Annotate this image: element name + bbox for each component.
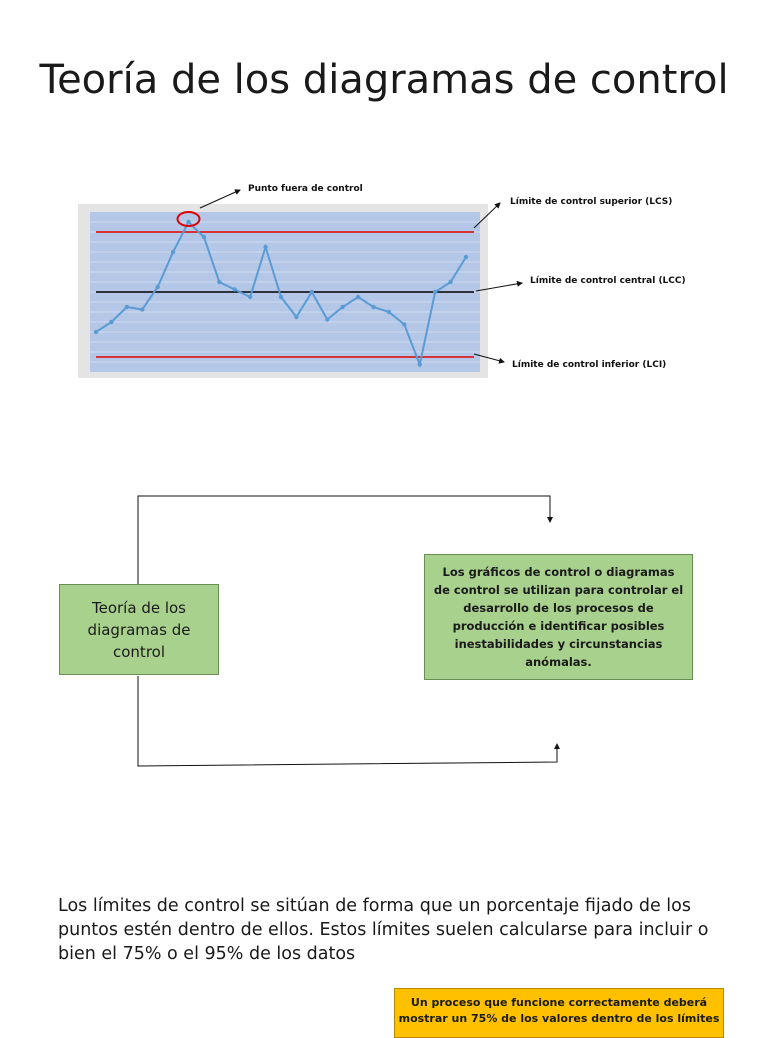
data-point	[248, 295, 252, 299]
data-point	[233, 287, 237, 291]
data-point	[464, 255, 468, 259]
data-point	[109, 320, 113, 324]
data-point	[340, 305, 344, 309]
data-point	[325, 317, 329, 321]
data-point	[171, 250, 175, 254]
annotation-out-of-control: Punto fuera de control	[248, 184, 363, 194]
annotation-lcl: Límite de control inferior (LCI)	[512, 360, 667, 370]
control-limits-paragraph: Los límites de control se sitúan de forma que un porcentaje fijado de los puntos estén dentro de ellos. Estos límites suelen calcularse para incluir o bien el 75% o el 95% de los datos	[58, 896, 709, 964]
diagram-box-definition: Los gráficos de control o diagramas de control se utilizan para controlar el desarrollo de los procesos de producción e identificar posibles inestabilidades y circunstancias anómalas.	[424, 554, 693, 680]
data-point	[279, 295, 283, 299]
control-chart-svg	[78, 204, 488, 378]
data-point	[433, 290, 437, 294]
data-point	[356, 295, 360, 299]
data-point	[402, 322, 406, 326]
data-point	[448, 280, 452, 284]
data-point	[387, 310, 391, 314]
connector-bottom	[138, 676, 557, 766]
annotation-center: Límite de control central (LCC)	[530, 276, 686, 286]
data-point	[217, 280, 221, 284]
page-title: Teoría de los diagramas de control	[39, 57, 729, 103]
data-point	[140, 307, 144, 311]
data-point	[310, 290, 314, 294]
data-point	[263, 245, 267, 249]
control-chart	[78, 204, 488, 378]
data-point	[418, 362, 422, 366]
data-point	[202, 235, 206, 239]
data-point	[186, 220, 190, 224]
diagram-box-theory: Teoría de los diagramas de control	[59, 584, 219, 675]
annotation-ucl: Límite de control superior (LCS)	[510, 197, 673, 207]
data-point	[371, 305, 375, 309]
note-box: Un proceso que funcione correctamente deberá mostrar un 75% de los valores dentro de los límites	[394, 988, 724, 1038]
data-point	[294, 315, 298, 319]
data-point	[155, 285, 159, 289]
data-point	[125, 305, 129, 309]
data-point	[94, 330, 98, 334]
